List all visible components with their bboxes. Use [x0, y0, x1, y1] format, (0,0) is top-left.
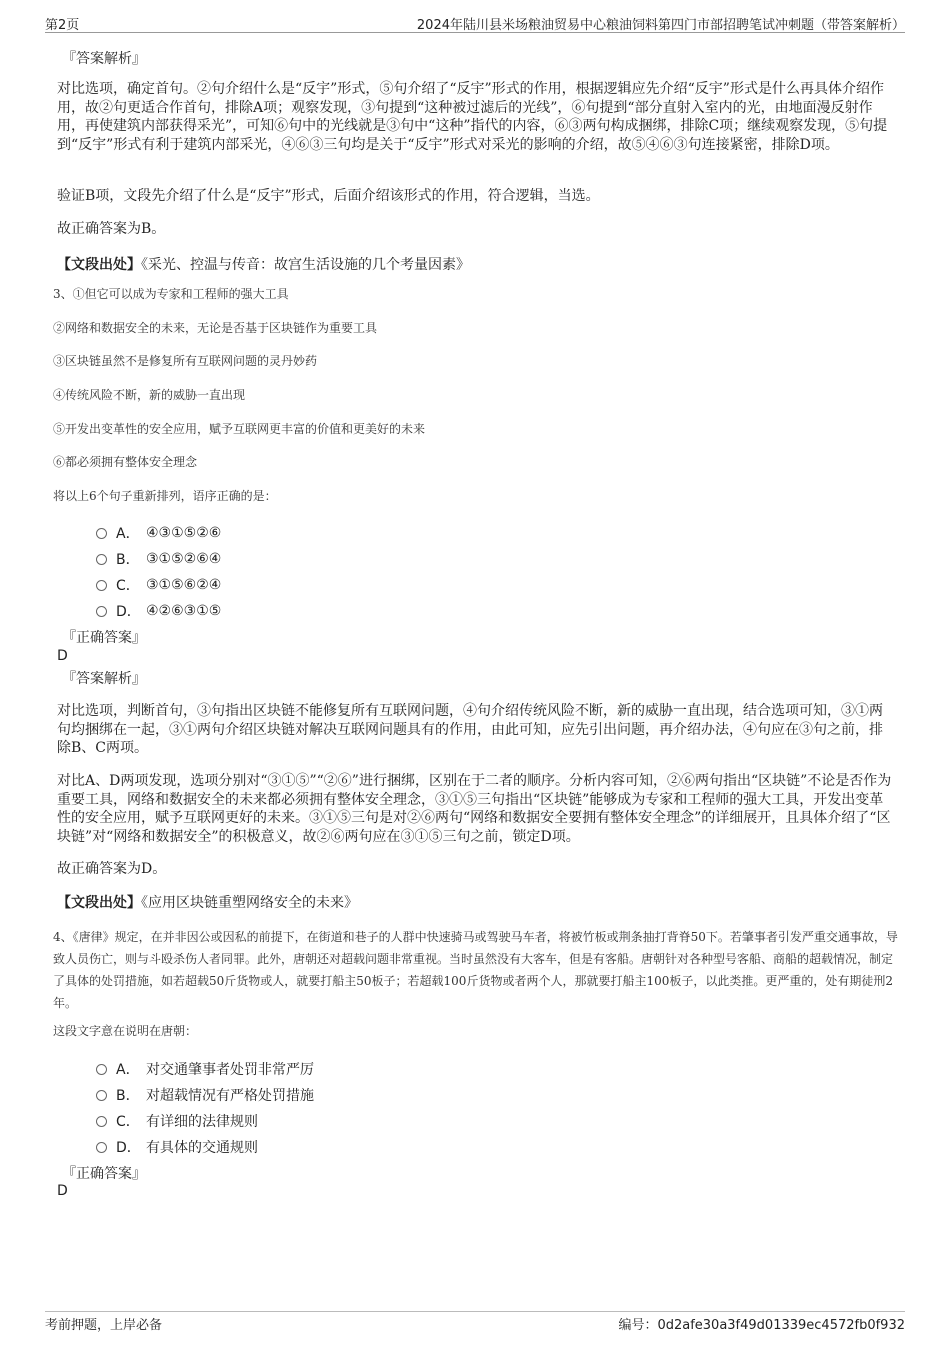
option-key: D．: [116, 604, 141, 620]
page-header: [45, 10, 905, 33]
q4-answer-label: 『正确答案』: [62, 1166, 146, 1182]
radio-icon[interactable]: [96, 1064, 107, 1075]
q3-analysis-p3: 故正确答案为D。: [57, 861, 167, 877]
q2-analysis-label: 『答案解析』: [62, 51, 146, 67]
q3-line-1: 3、①但它可以成为专家和工程师的强大工具: [53, 287, 289, 301]
q2-analysis-p1: 对比选项，确定首句。②句介绍什么是“反宇”形式，⑤句介绍了“反宇”形式的作用，根据逻辑应先介绍“反宇”形式是什么再具体介绍作用，故②句更适合作首句，排除A项；观察发现，③句提到“这种被过滤后的光线”，⑥句提到“部分直射入室内的光，由地面漫反射作用，再使建筑内部获得采光”，可知⑥句中的光线就是③句中“这种”指代的内容，⑥③两句构成捆绑，排除C项；继续观察发现，⑤句提到“反宇”形式有利于建筑内部采光，④⑥③三句均是关于“反宇”形式对采光的影响的介绍，故⑤④⑥③句连接紧密，排除D项。: [57, 81, 888, 153]
q4-option-b[interactable]: [96, 1085, 314, 1105]
document-title: 2024年陆川县米场粮油贸易中心粮油饲料第四门市部招聘笔试冲刺题（带答案解析）: [416, 18, 905, 33]
document-id: 编号：0d2afe30a3f49d01339ec4572fb0f932: [618, 1318, 905, 1333]
q4-option-c[interactable]: [96, 1111, 258, 1131]
radio-icon[interactable]: [96, 606, 107, 617]
q3-line-2: ②网络和数据安全的未来，无论是否基于区块链作为重要工具: [53, 321, 378, 335]
radio-icon[interactable]: [96, 1090, 107, 1101]
option-text: ③①⑤②⑥④: [146, 551, 222, 567]
q3-line-6: ⑥都必须拥有整体安全理念: [53, 455, 198, 469]
q3-source-label: 【文段出处】: [57, 895, 141, 911]
q3-question: 将以上6个句子重新排列，语序正确的是：: [53, 489, 277, 503]
q3-option-b[interactable]: [96, 549, 221, 569]
q3-line-4: ④传统风险不断，新的威胁一直出现: [53, 388, 246, 402]
option-key: A．: [116, 526, 140, 542]
option-key: B．: [116, 1088, 140, 1104]
option-text: 对超载情况有严格处罚措施: [146, 1088, 314, 1104]
radio-icon[interactable]: [96, 528, 107, 539]
q3-option-d[interactable]: [96, 601, 221, 621]
option-key: C．: [116, 1114, 140, 1130]
q3-source-title: 《应用区块链重塑网络安全的未来》: [141, 895, 358, 911]
q3-analysis-p1: 对比选项，判断首句，③句指出区块链不能修复所有互联网问题，④句介绍传统风险不断，新的威胁一直出现，结合选项可知，③①两句均捆绑在一起，③①两句介绍区块链对解决互联网问题具有的作用，由此可知，应先引出问题，再介绍办法，④句应在③句之前，排除B、C两项。: [57, 703, 883, 756]
page-footer: [45, 1311, 905, 1334]
q3-option-a[interactable]: [96, 523, 221, 543]
q2-source-title: 《采光、控温与传音：故宫生活设施的几个考量因素》: [141, 257, 470, 273]
option-text: 对交通肇事者处罚非常严厉: [146, 1062, 314, 1078]
option-key: A．: [116, 1062, 140, 1078]
option-text: ③①⑤⑥②④: [146, 577, 222, 593]
q3-answer: D: [57, 648, 68, 664]
q4-stem: 4、《唐律》规定，在并非因公或因私的前提下，在街道和巷子的人群中快速骑马或驾驶马车者，将被竹板或荆条抽打背脊50下。若肇事者引发严重交通事故，导致人员伤亡，则与斗殴杀伤人者同罪。此外，唐朝还对超载问题非常重视。当时虽然没有大客车，但是有客船。唐朝针对各种型号客船、商船的超载情况，制定了具体的处罚措施，如若超载50斤货物或人，就要打船主50板子；若超载100斤货物或者两个人，那就要打船主100板子，以此类推。更严重的，处有期徒刑2年。: [53, 930, 898, 1010]
radio-icon[interactable]: [96, 1142, 107, 1153]
radio-icon[interactable]: [96, 580, 107, 591]
radio-icon[interactable]: [96, 1116, 107, 1127]
page-number: 第2页: [45, 18, 80, 33]
q4-answer: D: [57, 1183, 68, 1199]
q2-source-label: 【文段出处】: [57, 257, 141, 273]
option-key: C．: [116, 578, 140, 594]
option-text: ④③①⑤②⑥: [146, 525, 222, 541]
q3-option-c[interactable]: [96, 575, 221, 595]
option-key: D．: [116, 1140, 141, 1156]
option-text: 有具体的交通规则: [146, 1140, 258, 1156]
q3-line-5: ⑤开发出变革性的安全应用，赋予互联网更丰富的价值和更美好的未来: [53, 422, 426, 436]
option-text: 有详细的法律规则: [146, 1114, 258, 1130]
q4-question: 这段文字意在说明在唐朝：: [53, 1024, 198, 1038]
q4-option-d[interactable]: [96, 1137, 258, 1157]
q3-line-3: ③区块链虽然不是修复所有互联网问题的灵丹妙药: [53, 354, 318, 368]
footer-slogan: 考前押题，上岸必备: [45, 1318, 163, 1333]
option-key: B．: [116, 552, 140, 568]
q3-analysis-p2: 对比A、D两项发现，选项分别对“③①⑤”“②⑥”进行捆绑，区别在于二者的顺序。分析内容可知，②⑥两句指出“区块链”不论是否作为重要工具，网络和数据安全的未来都必须拥有整体安全理念，③①⑤三句指出“区块链”能够成为专家和工程师的强大工具，开发出变革性的安全应用，赋予互联网更好的未来。③①⑤三句是对②⑥两句“网络和数据安全要拥有整体安全理念”的详细展开，且具体介绍了“区块链”对“网络和数据安全”的积极意义，故②⑥两句应在③①⑤三句之前，锁定D项。: [57, 773, 892, 845]
q2-analysis-p3: 故正确答案为B。: [57, 221, 166, 237]
q4-option-a[interactable]: [96, 1059, 314, 1079]
radio-icon[interactable]: [96, 554, 107, 565]
q3-answer-label: 『正确答案』: [62, 630, 146, 646]
q3-source: [57, 894, 893, 913]
q3-analysis-label: 『答案解析』: [62, 671, 146, 687]
option-text: ④②⑥③①⑤: [146, 603, 222, 619]
q2-source: [57, 256, 893, 275]
q2-analysis-p2: 验证B项，文段先介绍了什么是“反宇”形式，后面介绍该形式的作用，符合逻辑，当选。: [57, 188, 600, 204]
